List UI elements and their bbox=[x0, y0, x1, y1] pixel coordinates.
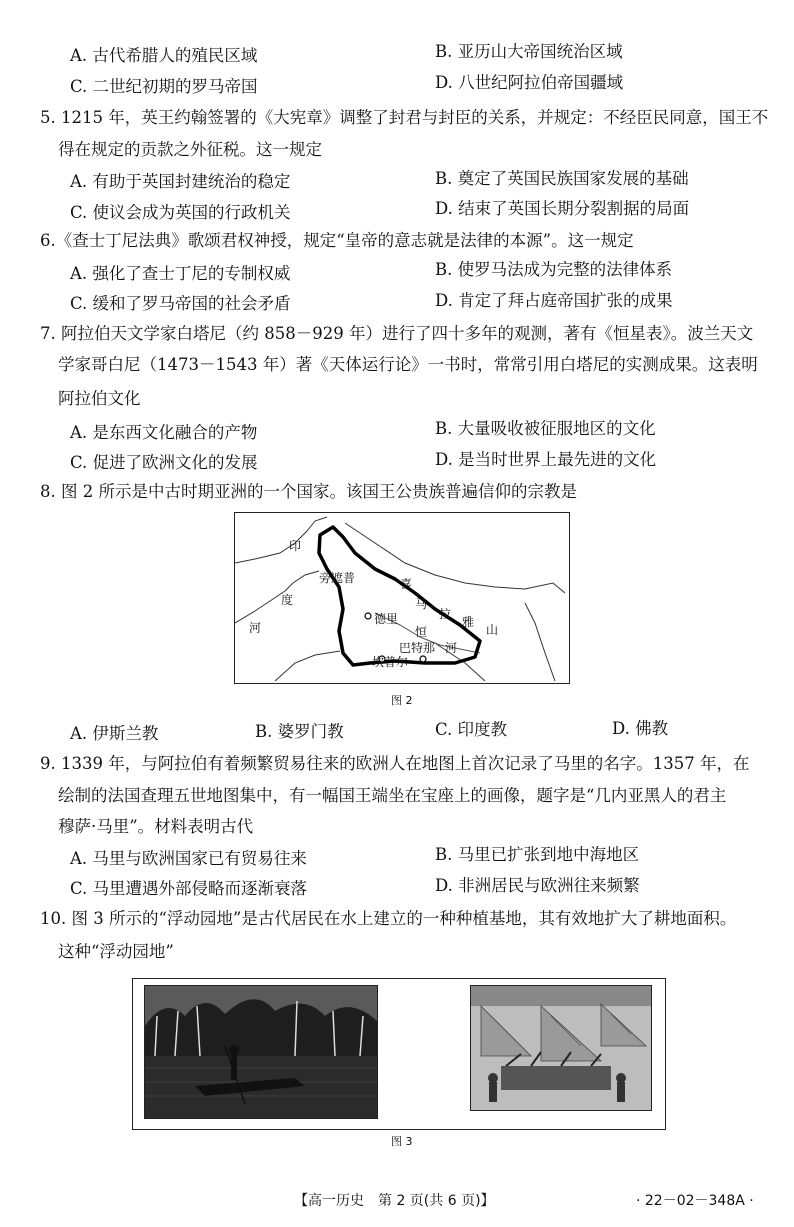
q5-option-b: B. 奠定了英国民族国家发展的基础 bbox=[435, 169, 689, 188]
q8-option-c: C. 印度教 bbox=[435, 720, 508, 739]
q7-option-a: A. 是东西文化融合的产物 bbox=[70, 423, 258, 442]
map-label-patna: 巴特那 bbox=[399, 641, 436, 655]
q8-option-b: B. 婆罗门教 bbox=[255, 722, 344, 741]
q5-stem-line2: 得在规定的贡款之外征税。这一规定 bbox=[58, 140, 322, 159]
map-label-ma: 马 bbox=[415, 597, 428, 611]
q7-option-d: D. 是当时世界上最先进的文化 bbox=[435, 450, 657, 469]
map-himalaya-edge bbox=[345, 523, 565, 593]
map-city-delhi bbox=[365, 613, 371, 619]
q9-stem-line2: 绘制的法国查理五世地图集中，有一幅国王端坐在宝座上的画像，题字是“几内亚黑人的君主 bbox=[58, 786, 727, 805]
photo-right-drawing bbox=[471, 986, 651, 1110]
q9-option-d: D. 非洲居民与欧洲往来频繁 bbox=[435, 876, 640, 895]
q10-stem-line1: 10. 图 3 所示的“浮动园地”是古代居民在水上建立的一种种植基地，其有效地扩大了耕地面积。 bbox=[40, 909, 737, 928]
q4-option-a: A. 古代希腊人的殖民区域 bbox=[70, 46, 258, 65]
photo-left-drawing bbox=[145, 986, 377, 1118]
q5-option-a: A. 有助于英国封建统治的稳定 bbox=[70, 172, 291, 191]
q8-stem-line1: 8. 图 2 所示是中古时期亚洲的一个国家。该国王公贵族普遍信仰的宗教是 bbox=[40, 482, 577, 501]
map-label-yin: 印 bbox=[289, 539, 302, 553]
figure2-caption: 图 2 bbox=[391, 694, 413, 707]
q4-option-c: C. 二世纪初期的罗马帝国 bbox=[70, 77, 258, 96]
india-map-figure bbox=[234, 512, 570, 684]
map-label-shan: 山 bbox=[486, 623, 499, 637]
map-label-he: 河 bbox=[249, 621, 262, 635]
q9-option-b: B. 马里已扩张到地中海地区 bbox=[435, 845, 640, 864]
map-label-la: 拉 bbox=[439, 607, 452, 621]
map-label-kanpur: 坎普尔 bbox=[372, 655, 409, 669]
map-coast-northwest bbox=[235, 517, 327, 563]
q5-stem-line1: 5. 1215 年，英王约翰签署的《大宪章》调整了封君与封臣的关系，并规定：不经臣民同意，国王不 bbox=[40, 108, 769, 127]
map-coast-east bbox=[525, 603, 555, 681]
q8-option-d: D. 佛教 bbox=[612, 719, 669, 738]
map-city-patna bbox=[420, 656, 426, 662]
q6-option-a: A. 强化了查士丁尼的专制权威 bbox=[70, 264, 291, 283]
q5-option-c: C. 使议会成为英国的行政机关 bbox=[70, 203, 291, 222]
map-label-du: 度 bbox=[281, 593, 294, 607]
q7-stem-line3: 阿拉伯文化 bbox=[58, 389, 141, 408]
map-label-punjab: 旁遮普 bbox=[319, 571, 356, 585]
q9-stem-line3: 穆萨·马里”。材料表明古代 bbox=[58, 817, 254, 836]
q6-option-b: B. 使罗马法成为完整的法律体系 bbox=[435, 260, 673, 279]
q4-option-d: D. 八世纪阿拉伯帝国疆域 bbox=[435, 73, 624, 92]
map-indus-river bbox=[235, 571, 319, 623]
map-coast-west bbox=[275, 651, 340, 681]
floating-garden-photo-right bbox=[470, 985, 652, 1111]
q6-option-d: D. 肯定了拜占庭帝国扩张的成果 bbox=[435, 291, 673, 310]
q9-option-c: C. 马里遭遇外部侵略而逐渐衰落 bbox=[70, 879, 308, 898]
map-label-delhi: 德里 bbox=[374, 612, 399, 626]
map-label-he2: 河 bbox=[445, 641, 458, 655]
footer-page-info: 【高一历史 第 2 页(共 6 页)】 bbox=[294, 1193, 495, 1209]
footer-code: · 22－02－348A · bbox=[636, 1193, 754, 1209]
map-label-ya: 雅 bbox=[462, 615, 475, 629]
q5-option-d: D. 结束了英国长期分裂割据的局面 bbox=[435, 199, 690, 218]
figure3-caption: 图 3 bbox=[391, 1135, 413, 1148]
q7-option-c: C. 促进了欧洲文化的发展 bbox=[70, 453, 258, 472]
map-label-xi: 喜 bbox=[400, 577, 413, 591]
q10-stem-line2: 这种“浮动园地” bbox=[58, 942, 174, 961]
q8-option-a: A. 伊斯兰教 bbox=[70, 724, 159, 743]
q7-option-b: B. 大量吸收被征服地区的文化 bbox=[435, 419, 656, 438]
q6-option-c: C. 缓和了罗马帝国的社会矛盾 bbox=[70, 294, 291, 313]
q4-option-b: B. 亚历山大帝国统治区域 bbox=[435, 42, 623, 61]
q6-stem-line1: 6.《查士丁尼法典》歌颂君权神授，规定“皇帝的意志就是法律的本源”。这一规定 bbox=[40, 231, 634, 250]
floating-garden-photo-left bbox=[144, 985, 378, 1119]
map-label-heng: 恒 bbox=[415, 625, 428, 639]
q9-option-a: A. 马里与欧洲国家已有贸易往来 bbox=[70, 849, 307, 868]
q7-stem-line2: 学家哥白尼（1473－1543 年）著《天体运行论》一书时，常常引用白塔尼的实测成果。这表明 bbox=[58, 355, 758, 374]
q9-stem-line1: 9. 1339 年，与阿拉伯有着频繁贸易往来的欧洲人在地图上首次记录了马里的名字。1357 年，在 bbox=[40, 754, 750, 773]
q7-stem-line1: 7. 阿拉伯天文学家白塔尼（约 858－929 年）进行了四十多年的观测，著有《恒星表》。波兰天文 bbox=[40, 324, 754, 343]
